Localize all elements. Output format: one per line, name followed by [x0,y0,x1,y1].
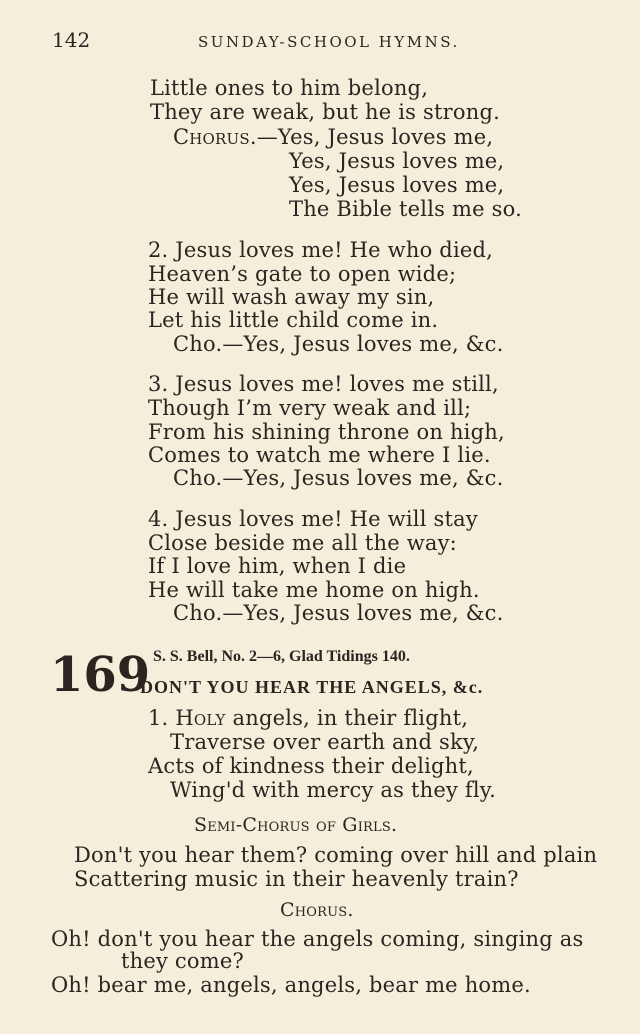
chorus-line [173,125,493,149]
verse-number: 1. [148,706,176,730]
chorus-label: Chorus. [173,125,257,149]
chorus-line: Yes, Jesus loves me, [289,149,505,173]
verse-first-word: Holy [175,706,226,730]
verse-line: Traverse over earth and sky, [170,730,480,754]
cho-abbrev: Cho.—Yes, Jesus loves me, &c. [173,601,504,625]
cho-abbrev: Cho.—Yes, Jesus loves me, &c. [173,332,504,356]
semi-chorus-line: Don't you hear them? coming over hill and plain [74,843,598,867]
running-title: SUNDAY-SCHOOL HYMNS. [198,33,460,51]
verse-line: If I love him, when I die [148,554,407,578]
chorus-text: —Yes, Jesus loves me, [256,125,494,149]
verse-line: 4. Jesus loves me! He will stay [148,507,478,531]
semi-chorus-line: Scattering music in their heavenly train? [74,867,519,891]
hymn-title: DON'T YOU HEAR THE ANGELS, &c. [140,677,484,697]
verse-line: Let his little child come in. [148,308,439,332]
verse-line [148,706,468,730]
hymn-source: S. S. Bell, No. 2—6, Glad Tidings 140. [153,648,410,665]
chorus-heading: Chorus. [280,899,354,921]
chorus-line: they come? [121,949,244,973]
chorus-line: Oh! don't you hear the angels coming, singing as [51,927,584,951]
verse-line: Though I’m very weak and ill; [148,396,472,420]
chorus-line: Yes, Jesus loves me, [289,173,505,197]
page-number: 142 [52,28,91,52]
verse-line: He will take me home on high. [148,578,480,602]
chorus-line: Oh! bear me, angels, angels, bear me home. [51,973,531,997]
verse-line: Comes to watch me where I lie. [148,443,491,467]
verse-line: Little ones to him belong, [150,76,429,100]
hymn-number: 169 [50,647,151,703]
verse-line: 2. Jesus loves me! He who died, [148,238,494,262]
verse-line: He will wash away my sin, [148,285,435,309]
cho-abbrev: Cho.—Yes, Jesus loves me, &c. [173,466,504,490]
verse-line: 3. Jesus loves me! loves me still, [148,372,499,396]
chorus-line: The Bible tells me so. [289,197,522,221]
verse-line: From his shining throne on high, [148,420,505,444]
verse-line: Wing'd with mercy as they fly. [170,778,496,802]
verse-line: They are weak, but he is strong. [150,100,500,124]
verse-line: Acts of kindness their delight, [148,754,474,778]
verse-line: Heaven’s gate to open wide; [148,262,457,286]
semi-chorus-heading: Semi-Chorus of Girls. [194,814,398,836]
verse-rest: angels, in their flight, [225,706,469,730]
verse-line: Close beside me all the way: [148,531,457,555]
